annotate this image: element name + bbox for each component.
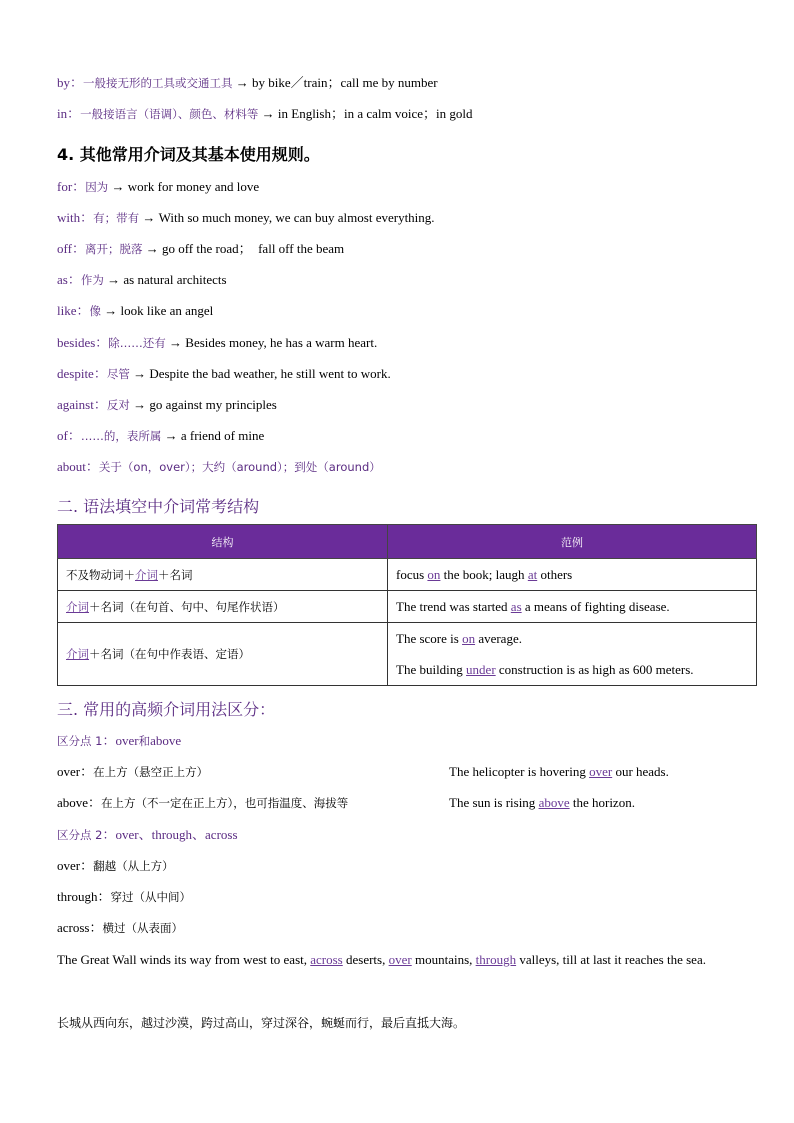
underlined-prep: over [388, 952, 412, 967]
over-example: The helicopter is hovering over our heads. [449, 764, 669, 779]
prep-line-like: like：像 → look like an angel [57, 303, 214, 318]
prep-line-against: against：反对 → go against my principles [57, 397, 277, 412]
prep-meaning: 关于（on，over）；大约（around）；到处（around） [98, 460, 381, 474]
table-row [58, 559, 757, 591]
prep-meaning: 像 [89, 304, 102, 318]
structure-cell: 不及物动词＋介词＋名词 [58, 559, 388, 591]
prep-meaning: 作为 [80, 273, 104, 287]
prep-keyword: for [57, 179, 73, 194]
prep-line-in: in：一般接语言（语调）、颜色、材料等 → in English；in a calm voice；in gold [57, 106, 473, 121]
table-row [58, 591, 757, 623]
distinction-point-1: 区分点 1：over和above [57, 733, 182, 748]
prep-line-as: as：作为 → as natural architects [57, 272, 227, 287]
prep-meaning: 因为 [85, 180, 109, 194]
section-heading-4: 4. 其他常用介词及其基本使用规则。 [57, 145, 320, 164]
prep-line-by: by：一般接无形的工具或交通工具 → by bike／train；call me by number [57, 75, 438, 90]
prep-example: by bike／train；call me by number [252, 75, 438, 90]
prep-keyword: against [57, 397, 94, 412]
prep-meaning: 有；带有 [93, 211, 140, 225]
great-wall-translation: 长城从西向东，越过沙漠，跨过高山，穿过深谷，蜿蜒而行，最后直抵大海。 [57, 1016, 466, 1030]
prep-keyword: besides [57, 335, 96, 350]
prep-example: in English；in a calm voice；in gold [277, 106, 473, 121]
prep-example: work for money and love [127, 179, 260, 194]
structure-cell: 介词＋名词（在句中作表语、定语） [58, 623, 388, 686]
prep-link[interactable]: 介词 [135, 567, 158, 582]
prep-meaning: 除……还有 [108, 336, 166, 350]
table-header-examples: 范例 [388, 525, 757, 559]
prep-line-about: about：关于（on，over）；大约（around）；到处（around） [57, 459, 381, 474]
prep-link[interactable]: 介词 [66, 647, 89, 661]
section-heading-2: 二. 语法填空中介词常考结构 [57, 497, 260, 516]
prep-example: With so much money, we can buy almost everything. [158, 210, 435, 225]
prep-meaning: 反对 [106, 398, 130, 412]
prep-example: Despite the bad weather, he still went to work. [149, 366, 391, 381]
prep-example: look like an angel [120, 303, 214, 318]
above-example: The sun is rising above the horizon. [449, 795, 635, 810]
prep-example: as natural architects [123, 272, 227, 287]
distinction-point-2: 区分点 2：over、through、across [57, 827, 238, 842]
prep-example: a friend of mine [180, 428, 265, 443]
underlined-prep: as [510, 598, 522, 614]
prep-keyword: with [57, 210, 81, 225]
prep-link[interactable]: 介词 [66, 599, 89, 614]
table-row [58, 623, 757, 686]
table-header-structure: 结构 [58, 525, 388, 559]
prep-structure-table [57, 524, 757, 686]
prep-keyword: of [57, 428, 68, 443]
prep-line-for: for：因为 → work for money and love [57, 179, 260, 194]
underlined-prep: over [589, 764, 613, 779]
section-heading-3: 三. 常用的高频介词用法区分： [57, 700, 276, 719]
prep-keyword: as [57, 272, 68, 287]
underlined-prep: on [462, 631, 476, 646]
prep-example: Besides money, he has a warm heart. [185, 335, 378, 350]
through-meaning: through：穿过（从中间） [57, 889, 191, 904]
underlined-prep: across [310, 952, 343, 967]
structure-cell: 介词＋名词（在句首、句中、句尾作状语） [58, 591, 388, 623]
prep-meaning: 尽管 [106, 367, 130, 381]
prep-keyword: about [57, 459, 86, 474]
underlined-prep: under [466, 662, 496, 677]
prep-line-besides: besides：除……还有 → Besides money, he has a warm heart. [57, 335, 378, 350]
great-wall-example: The Great Wall winds its way from west to east, across deserts, over mountains, through valleys, till at last it reaches the sea. [57, 952, 706, 967]
prep-line-off: off：离开；脱落 → go off the road； fall off the beam [57, 241, 345, 256]
prep-keyword: despite [57, 366, 94, 381]
over-definition: over：在上方（悬空正上方） [57, 764, 209, 779]
underlined-prep: above [538, 795, 570, 810]
prep-keyword: in [57, 106, 68, 121]
prep-line-of: of：……的，表所属 → a friend of mine [57, 428, 265, 443]
prep-line-despite: despite：尽管 → Despite the bad weather, he still went to work. [57, 366, 391, 381]
prep-keyword: by [57, 75, 70, 90]
prep-example: go off the road； fall off the beam [161, 241, 345, 256]
prep-keyword: like [57, 303, 77, 318]
prep-meaning: ……的，表所属 [80, 429, 162, 443]
underlined-prep: through [475, 952, 517, 967]
above-definition: above：在上方（不一定在正上方），也可指温度、海拔等 [57, 795, 349, 810]
example-cell: The trend was started as a means of fighting disease. [388, 591, 757, 623]
prep-meaning: 一般接无形的工具或交通工具 [83, 76, 233, 90]
underlined-prep: on [427, 566, 441, 582]
over-meaning: over：翻越（从上方） [57, 858, 174, 873]
example-cell: The score is on average. The building under construction is as high as 600 meters. [388, 623, 757, 686]
example-cell: focus on the book; laugh at others [388, 559, 757, 591]
prep-meaning: 一般接语言（语调）、颜色、材料等 [80, 107, 259, 121]
across-meaning: across：横过（从表面） [57, 920, 184, 935]
prep-example: go against my principles [149, 397, 277, 412]
underlined-prep: at [527, 566, 538, 582]
prep-meaning: 离开；脱落 [84, 242, 143, 256]
prep-keyword: off [57, 241, 72, 256]
prep-line-with: with：有；带有 → With so much money, we can buy almost everything. [57, 210, 435, 225]
